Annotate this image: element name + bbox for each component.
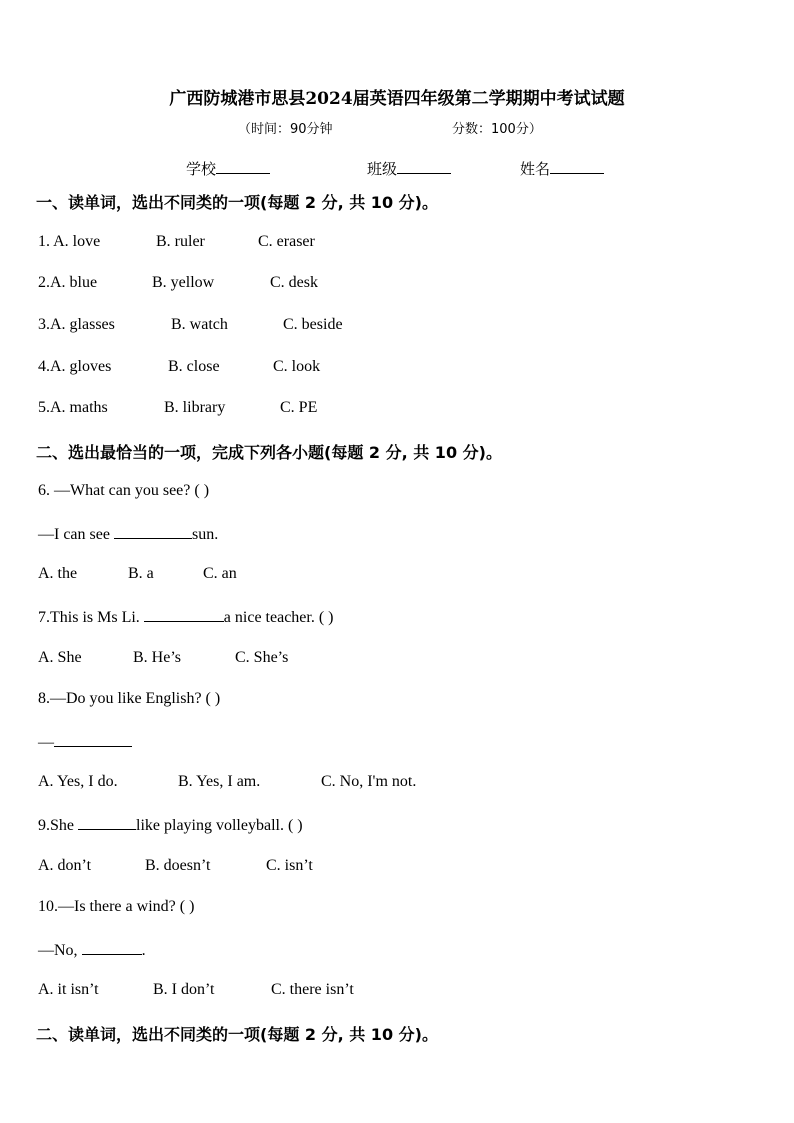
class-field	[367, 158, 451, 179]
q9-stem-prefix: 9.She	[38, 817, 78, 834]
q2-option-a: 2.A. blue	[38, 274, 98, 291]
q5-option-c: C. PE	[280, 399, 318, 416]
class-blank[interactable]	[397, 161, 451, 174]
q6-option-b: B. a	[128, 565, 154, 582]
q3-option-a: 3.A. glasses	[38, 316, 115, 333]
q8-reply	[38, 732, 132, 752]
q10-answer-blank[interactable]	[82, 940, 142, 955]
q10-option-a: A. it isn’t	[38, 981, 99, 998]
q8-stem: 8.—Do you like English? ( )	[38, 690, 221, 707]
q10-reply-prefix: —No,	[38, 942, 82, 959]
name-blank[interactable]	[550, 161, 604, 174]
q5-option-a: 5.A. maths	[38, 399, 108, 416]
q10-reply	[38, 940, 146, 960]
q3-option-c: C. beside	[283, 316, 343, 333]
q10-stem: 10.—Is there a wind? ( )	[38, 898, 195, 915]
q7-option-a: A. She	[38, 649, 82, 666]
q10-reply-suffix: .	[141, 942, 146, 959]
q10-option-b: B. I don’t	[153, 981, 215, 998]
q4-option-c: C. look	[273, 358, 321, 375]
q6-reply-suffix: sun.	[191, 526, 219, 543]
exam-score: 分数：100分）	[452, 122, 542, 137]
q1-option-b: B. ruler	[156, 233, 205, 250]
exam-time: （时间：90分钟	[238, 122, 333, 137]
exam-title: 广西防城港市思县2024届英语四年级第二学期期中考试试题	[169, 89, 625, 109]
q8-option-a: A. Yes, I do.	[38, 773, 118, 790]
q1-option-c: C. eraser	[258, 233, 315, 250]
q6-option-c: C. an	[203, 565, 237, 582]
q8-answer-blank[interactable]	[54, 732, 132, 747]
q7-stem-prefix: 7.This is Ms Li.	[38, 609, 144, 626]
section2-heading: 二、选出最恰当的一项，完成下列各小题(每题 2 分, 共 10 分)。	[36, 443, 502, 462]
school-blank[interactable]	[216, 161, 270, 174]
q9-answer-blank[interactable]	[78, 815, 136, 830]
q4-option-b: B. close	[168, 358, 220, 375]
q6-reply-prefix: —I can see	[38, 526, 114, 543]
q9-option-b: B. doesn’t	[145, 857, 211, 874]
name-field	[520, 158, 604, 179]
q7-option-b: B. He’s	[133, 649, 181, 666]
q5-option-b: B. library	[164, 399, 226, 416]
q6-reply	[38, 524, 218, 544]
q7-answer-blank[interactable]	[144, 607, 224, 622]
q8-option-c: C. No, I'm not.	[321, 773, 417, 790]
q4-option-a: 4.A. gloves	[38, 358, 112, 375]
q9-option-a: A. don’t	[38, 857, 92, 874]
section1-heading: 一、读单词，选出不同类的一项(每题 2 分, 共 10 分)。	[36, 193, 438, 212]
name-label: 姓名	[520, 160, 551, 178]
class-label: 班级	[367, 160, 398, 178]
q3-option-b: B. watch	[171, 316, 228, 333]
q6-answer-blank[interactable]	[114, 524, 192, 539]
q9-stem-suffix: like playing volleyball. ( )	[136, 817, 303, 834]
q7-stem	[38, 607, 334, 627]
school-label: 学校	[186, 160, 217, 178]
q6-stem: 6. —What can you see? ( )	[38, 482, 210, 499]
q2-option-c: C. desk	[270, 274, 318, 291]
q9-stem	[38, 815, 303, 835]
school-field	[186, 158, 270, 179]
q10-option-c: C. there isn’t	[271, 981, 354, 998]
q2-option-b: B. yellow	[152, 274, 215, 291]
q8-option-b: B. Yes, I am.	[178, 773, 261, 790]
section3-heading: 二、读单词，选出不同类的一项(每题 2 分, 共 10 分)。	[36, 1025, 438, 1044]
q6-option-a: A. the	[38, 565, 78, 582]
q7-stem-suffix: a nice teacher. ( )	[223, 609, 334, 626]
q1-option-a: 1. A. love	[38, 233, 101, 250]
q8-reply-prefix: —	[38, 734, 54, 751]
q9-option-c: C. isn’t	[266, 857, 313, 874]
q7-option-c: C. She’s	[235, 649, 289, 666]
